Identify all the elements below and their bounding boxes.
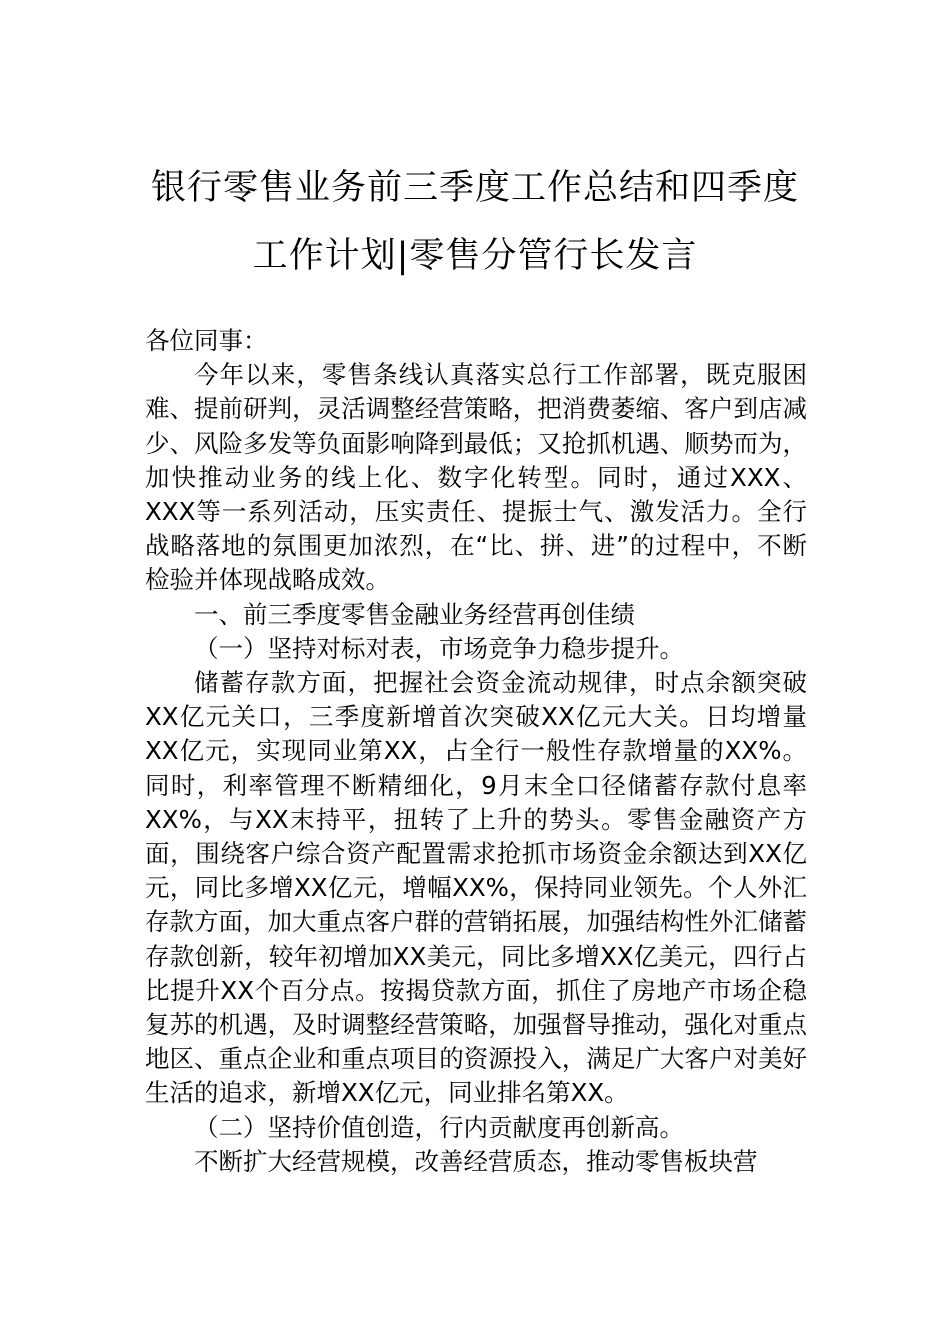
document-body bbox=[145, 324, 807, 1179]
paragraph-intro: 今年以来，零售条线认真落实总行工作部署，既克服困难、提前研判，灵活调整经营策略，把消费萎缩、客户到店减少、风险多发等负面影响降到最低；又抢抓机遇、顺势而为，加快推动业务的线上化、数字化转型。同时，通过XXX、XXX等一系列活动，压实责任、提振士气、激发活力。全行战略落地的氛围更加浓烈，在“比、拼、进”的过程中，不断检验并体现战略成效。 bbox=[145, 360, 807, 595]
section-heading-1: 一、前三季度零售金融业务经营再创佳绩 bbox=[194, 599, 635, 629]
paragraph-deposits: 储蓄存款方面，把握社会资金流动规律，时点余额突破XX亿元关口，三季度新增首次突破XX亿元大关。日均增量XX亿元，实现同业第XX，占全行一般性存款增量的XX%。同时，利率管理不断精细化，9月末全口径储蓄存款付息率XX%，与XX末持平，扭转了上升的势头。零售金融资产方面，围绕客户综合资产配置需求抢抓市场资金余额达到XX亿元，同比多增XX亿元，增幅XX%，保持同业领先。个人外汇存款方面，加大重点客户群的营销拓展，加强结构性外汇储蓄存款创新，较年初增加XX美元，同比多增XX亿美元，四行占比提升XX个百分点。按揭贷款方面，抓住了房地产市场企稳复苏的机遇，及时调整经营策略，加强督导推动，强化对重点地区、重点企业和重点项目的资源投入，满足广大客户对美好生活的追求，新增XX亿元，同业排名第XX。 bbox=[145, 668, 807, 1108]
document-title-line-2: 工作计划|零售分管行长发言 bbox=[252, 236, 698, 276]
document-title-line-1: 银行零售业务前三季度工作总结和四季度 bbox=[150, 168, 799, 208]
paragraph-value-creation: 不断扩大经营规模，改善经营质态，推动零售板块营 bbox=[194, 1146, 758, 1176]
subsection-heading-2: （二）坚持价值创造，行内贡献度再创新高。 bbox=[194, 1112, 684, 1142]
salutation: 各位同事： bbox=[145, 326, 268, 355]
subsection-heading-1: （一）坚持对标对表，市场竞争力稳步提升。 bbox=[194, 633, 684, 663]
